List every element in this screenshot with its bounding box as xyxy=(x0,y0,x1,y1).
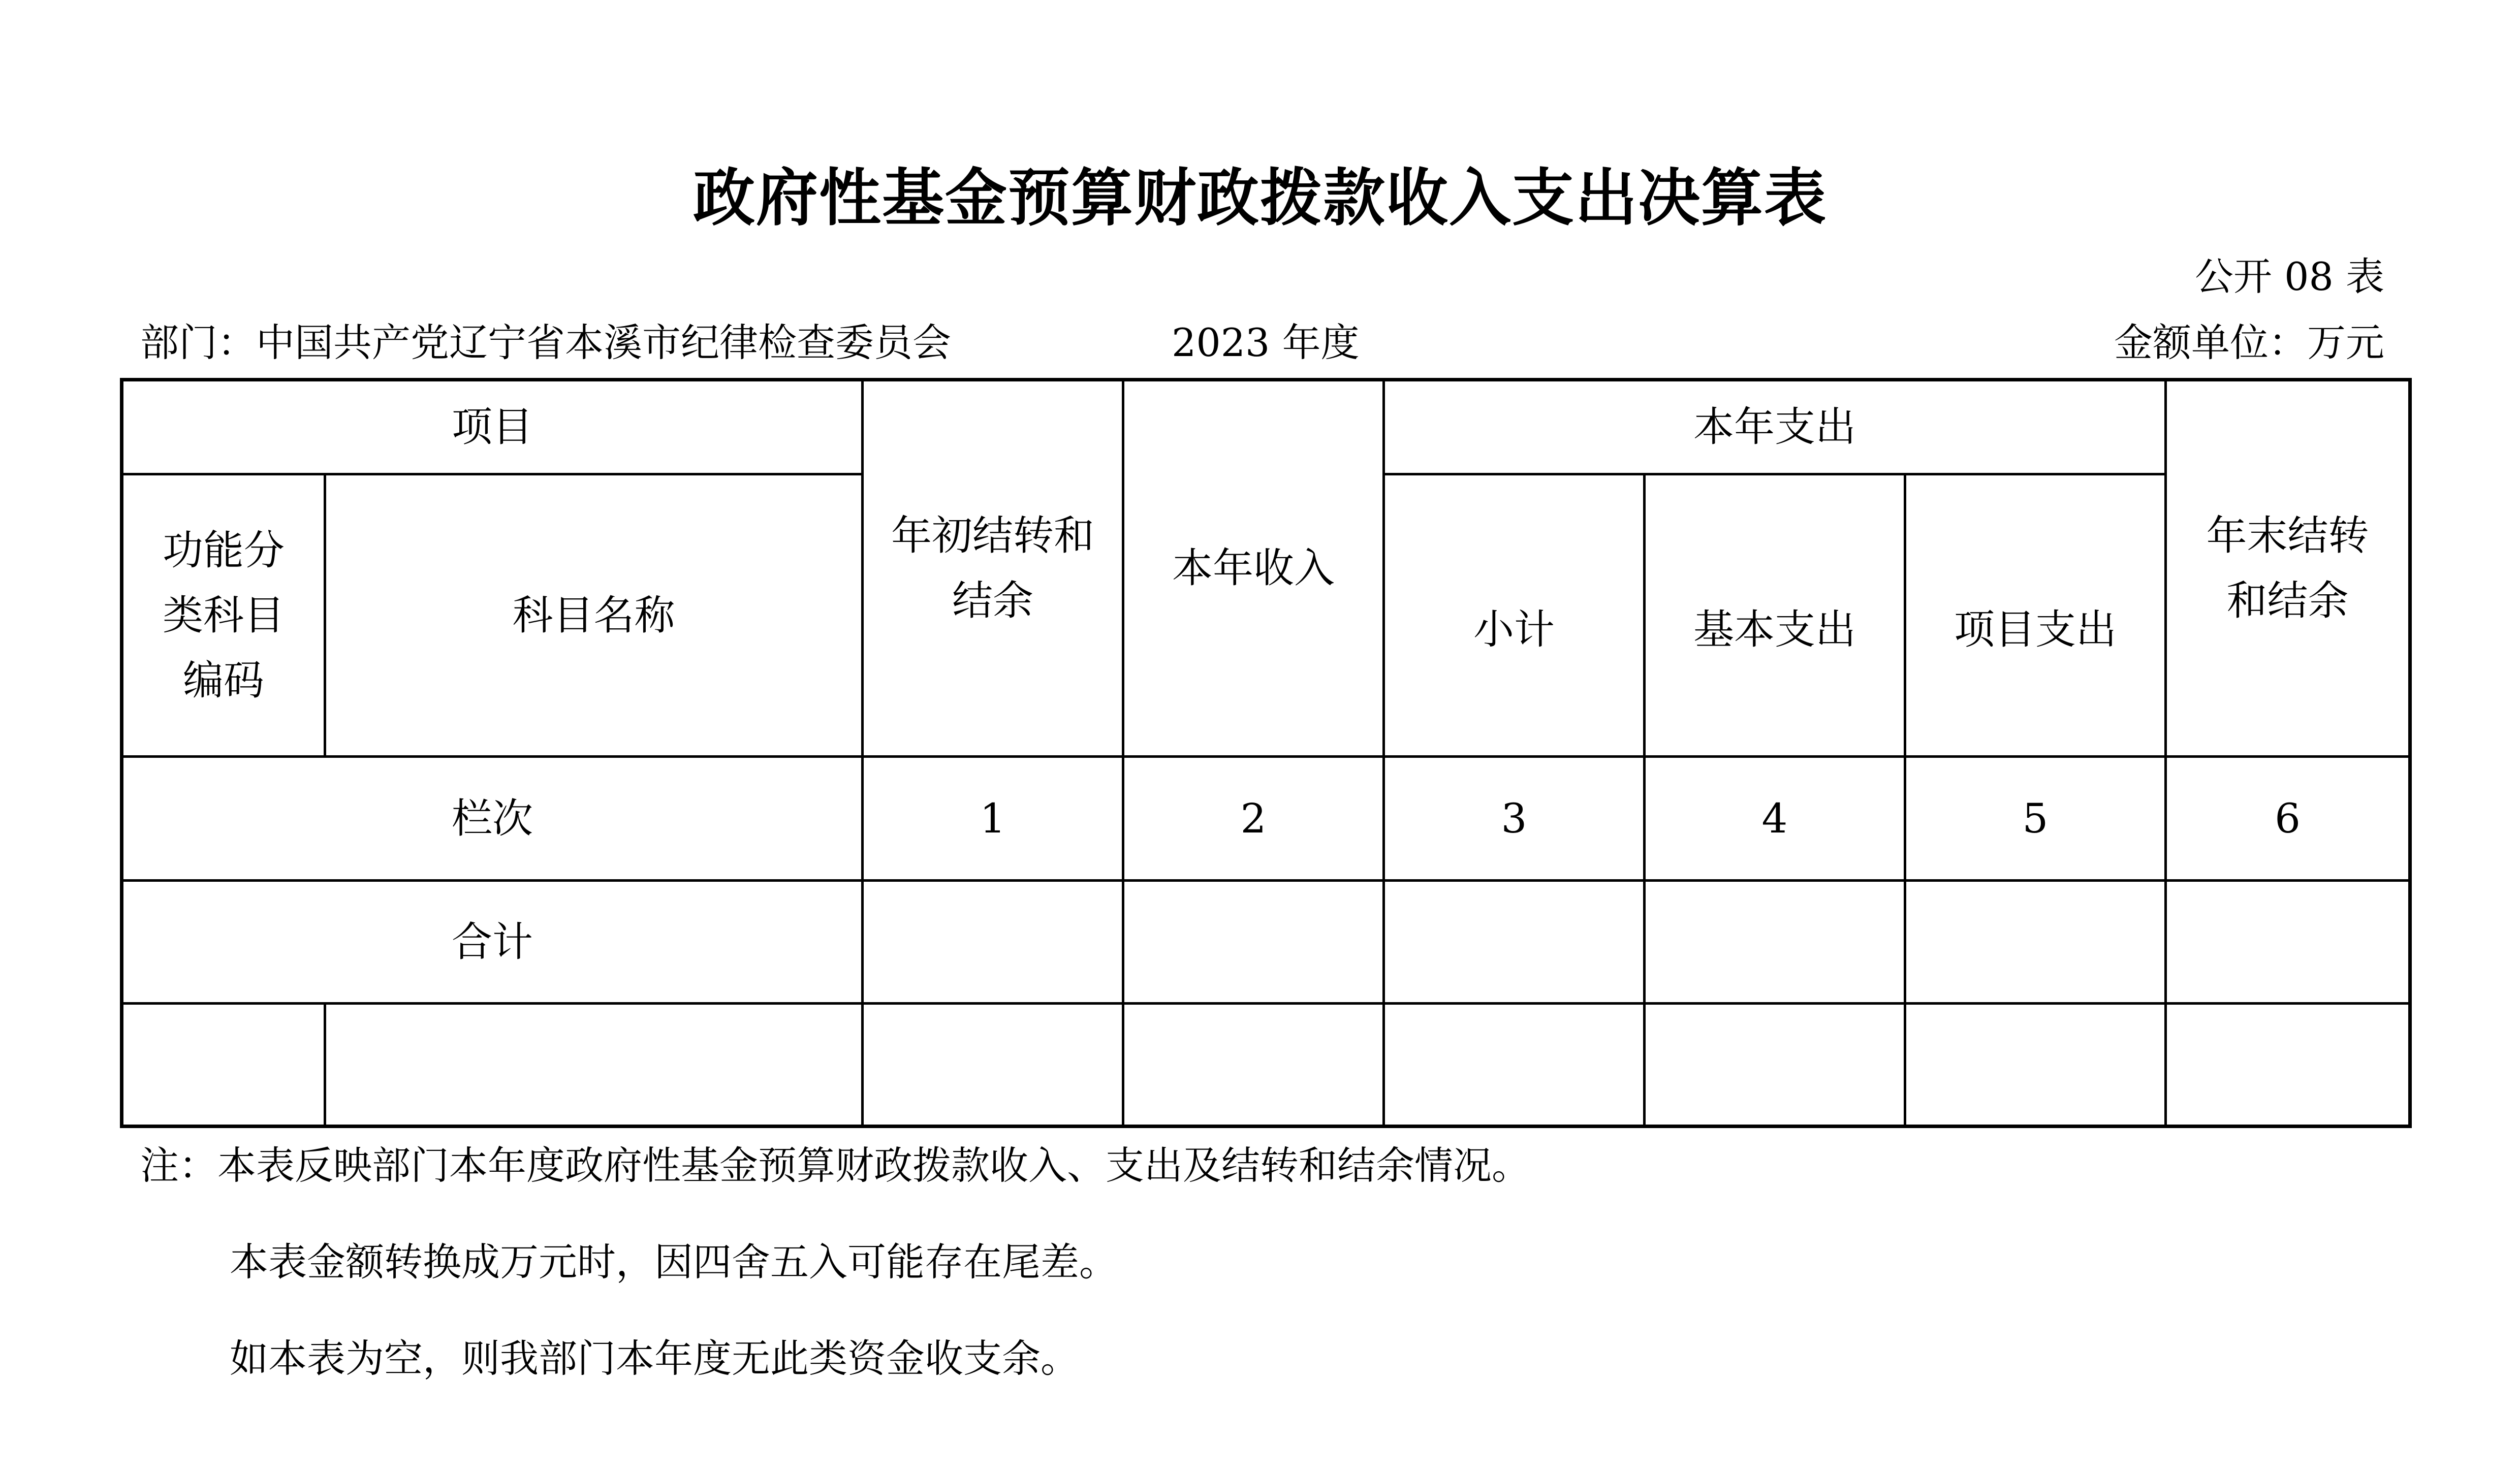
form-number: 公开 08 表 xyxy=(2194,254,2384,299)
column-index-1: 1 xyxy=(863,757,1123,881)
header-end-balance-text: 年末结转和结余 xyxy=(2206,512,2369,624)
header-expense: 本年支出 xyxy=(1384,380,2166,474)
fiscal-year: 2023 年度 xyxy=(1172,320,1360,365)
total-value-3 xyxy=(1384,881,1645,1004)
total-label: 合计 xyxy=(122,881,863,1004)
data-value-3 xyxy=(1384,1004,1645,1127)
column-index-label: 栏次 xyxy=(122,757,863,881)
header-row-1 xyxy=(122,380,2410,474)
note-line-2: 本表金额转换成万元时，因四舍五入可能存在尾差。 xyxy=(230,1239,1118,1285)
column-index-row xyxy=(122,757,2410,881)
header-func-code xyxy=(122,474,325,757)
total-row xyxy=(122,881,2410,1004)
data-value-6 xyxy=(2166,1004,2410,1127)
data-value-2 xyxy=(1123,1004,1384,1127)
header-subject-name: 科目名称 xyxy=(325,474,863,757)
department-label: 部门：中国共产党辽宁省本溪市纪律检查委员会 xyxy=(140,320,951,365)
header-begin-balance xyxy=(863,380,1123,757)
data-value-1 xyxy=(863,1004,1123,1127)
column-index-2: 2 xyxy=(1123,757,1384,881)
budget-table xyxy=(120,378,2412,1128)
data-row xyxy=(122,1004,2410,1127)
header-project-expense: 项目支出 xyxy=(1905,474,2166,757)
header-subtotal: 小计 xyxy=(1384,474,1645,757)
header-end-balance xyxy=(2166,380,2410,757)
header-item: 项目 xyxy=(122,380,863,474)
data-value-5 xyxy=(1905,1004,2166,1127)
data-name xyxy=(325,1004,863,1127)
total-value-6 xyxy=(2166,881,2410,1004)
header-func-code-text: 功能分类科目编码 xyxy=(163,526,285,704)
total-value-4 xyxy=(1645,881,1905,1004)
column-index-6: 6 xyxy=(2166,757,2410,881)
page-title: 政府性基金预算财政拨款收入支出决算表 xyxy=(693,162,1827,234)
data-value-4 xyxy=(1645,1004,1905,1127)
note-line-3: 如本表为空，则我部门本年度无此类资金收支余。 xyxy=(230,1336,1079,1381)
header-begin-balance-text: 年初结转和结余 xyxy=(891,512,1094,624)
total-value-5 xyxy=(1905,881,2166,1004)
column-index-4: 4 xyxy=(1645,757,1905,881)
header-basic-expense: 基本支出 xyxy=(1645,474,1905,757)
total-value-1 xyxy=(863,881,1123,1004)
header-income: 本年收入 xyxy=(1123,380,1384,757)
data-code xyxy=(122,1004,325,1127)
total-value-2 xyxy=(1123,881,1384,1004)
column-index-5: 5 xyxy=(1905,757,2166,881)
column-index-3: 3 xyxy=(1384,757,1645,881)
note-line-1: 注：本表反映部门本年度政府性基金预算财政拨款收入、支出及结转和结余情况。 xyxy=(140,1143,1530,1188)
amount-unit: 金额单位：万元 xyxy=(2114,320,2384,365)
